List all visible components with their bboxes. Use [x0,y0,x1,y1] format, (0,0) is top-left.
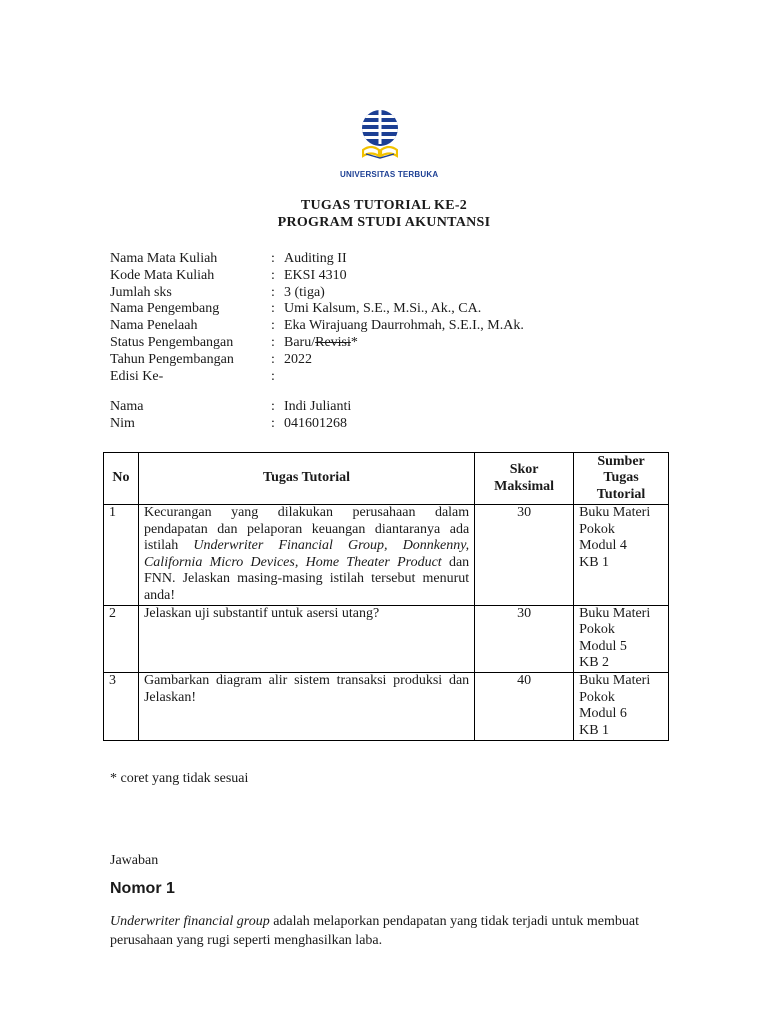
header-source: Sumber Tugas Tutorial [574,453,669,505]
info-colon: : [271,368,275,384]
student-label: Nama [110,399,144,414]
cell-no: 1 [104,505,139,606]
info-value: 2022 [284,351,312,367]
answer-paragraph [110,912,655,950]
info-label: Nama Mata Kuliah [110,251,218,266]
status-new: Baru/ [284,334,316,350]
student-row [110,416,351,433]
cell-skor: 30 [475,605,574,672]
document-subtitle: PROGRAM STUDI AKUNTANSI [277,215,491,230]
answer-number-heading: Nomor 1 [110,880,175,897]
info-value: 3 (tiga) [284,284,325,300]
cell-source [574,605,669,672]
logo-text: UNIVERSITAS TERBUKA [340,170,439,179]
student-value: 041601268 [284,415,347,431]
source-line: Pokok [579,622,615,638]
student-info [110,399,351,433]
document-title: TUGAS TUTORIAL KE-2 [300,198,468,213]
table-row [104,505,669,606]
info-colon: : [271,251,275,266]
info-value: Auditing II [284,251,347,266]
source-line: Modul 5 [579,638,627,654]
source-line: Modul 4 [579,538,627,554]
table-row [104,672,669,740]
task-text-italic: Underwriter Financial Group, Donnkenny, California Micro Devices, Home Theater Product [143,538,470,570]
course-info [110,251,524,385]
info-colon: : [271,334,275,350]
info-label: Status Pengembangan [110,334,234,350]
info-row [110,335,524,352]
table-row [104,605,669,672]
student-label: Nim [110,415,135,431]
student-value: Indi Julianti [284,399,352,414]
source-line: Buku Materi [579,605,651,621]
cell-source [574,505,669,606]
info-row [110,268,524,285]
info-label: Tahun Pengembangan [110,351,234,367]
info-value: Umi Kalsum, S.E., M.Si., Ak., CA. [284,301,482,317]
info-colon: : [271,301,275,317]
info-row [110,369,524,386]
cell-skor: 40 [475,672,574,740]
info-colon: : [271,284,275,300]
info-value: EKSI 4310 [284,267,347,283]
student-row [110,399,351,416]
info-colon: : [271,267,275,283]
header-skor: Skor Maksimal [475,453,574,505]
info-colon: : [271,351,275,367]
answer-text: adalah melaporkan pendapatan yang tidak terjadi untuk membuat perusahaan yang rugi seperti menghasilkan laba. [110,914,640,948]
cell-task: Gambarkan diagram alir sistem transaksi produksi dan Jelaskan! [138,672,474,740]
info-label: Jumlah sks [110,284,172,300]
source-line: Buku Materi [579,672,651,688]
header-no: No [104,453,139,505]
table-header-row [104,453,669,505]
info-label: Kode Mata Kuliah [110,267,215,283]
task-text: Kecurangan yang dilakukan perusahaan dalam pendapatan dan pelaporan keuangan diantaranya ada istilah [143,505,470,554]
source-line: KB 1 [579,722,610,738]
answer-italic-term: Underwriter financial group [110,914,270,929]
cell-no: 3 [104,672,139,740]
university-logo [340,104,439,184]
status-asterisk: * [350,334,358,350]
cell-no: 2 [104,605,139,672]
source-line: Buku Materi [579,505,651,520]
info-label: Nama Penelaah [110,318,198,334]
status-revision-struck: Revisi [315,334,351,350]
tutorial-task-table [103,452,669,741]
info-row [110,352,524,369]
footnote: * coret yang tidak sesuai [110,771,249,786]
student-colon: : [271,415,275,431]
answer-heading: Jawaban [110,853,159,868]
cell-task: Jelaskan uji substantif untuk asersi utang? [138,605,474,672]
task-text: dan FNN. Jelaskan masing-masing istilah tersebut menurut anda! [143,554,470,603]
info-value: Eka Wirajuang Daurrohmah, S.E.I., M.Ak. [284,318,524,334]
info-row [110,301,524,318]
source-line: Pokok [579,521,615,537]
cell-skor: 30 [475,505,574,606]
cell-task [138,505,474,606]
header-task: Tugas Tutorial [138,453,474,505]
student-colon: : [271,399,275,414]
ut-emblem-icon [362,104,398,166]
source-line: KB 1 [579,554,610,570]
source-line: Pokok [579,689,615,705]
info-label: Nama Pengembang [110,301,220,317]
cell-source [574,672,669,740]
info-row [110,285,524,302]
info-colon: : [271,318,275,334]
info-label: Edisi Ke- [110,368,164,384]
source-line: Modul 6 [579,706,627,722]
source-line: KB 2 [579,655,610,671]
info-row [110,318,524,335]
info-value [284,335,358,352]
info-row [110,251,524,268]
